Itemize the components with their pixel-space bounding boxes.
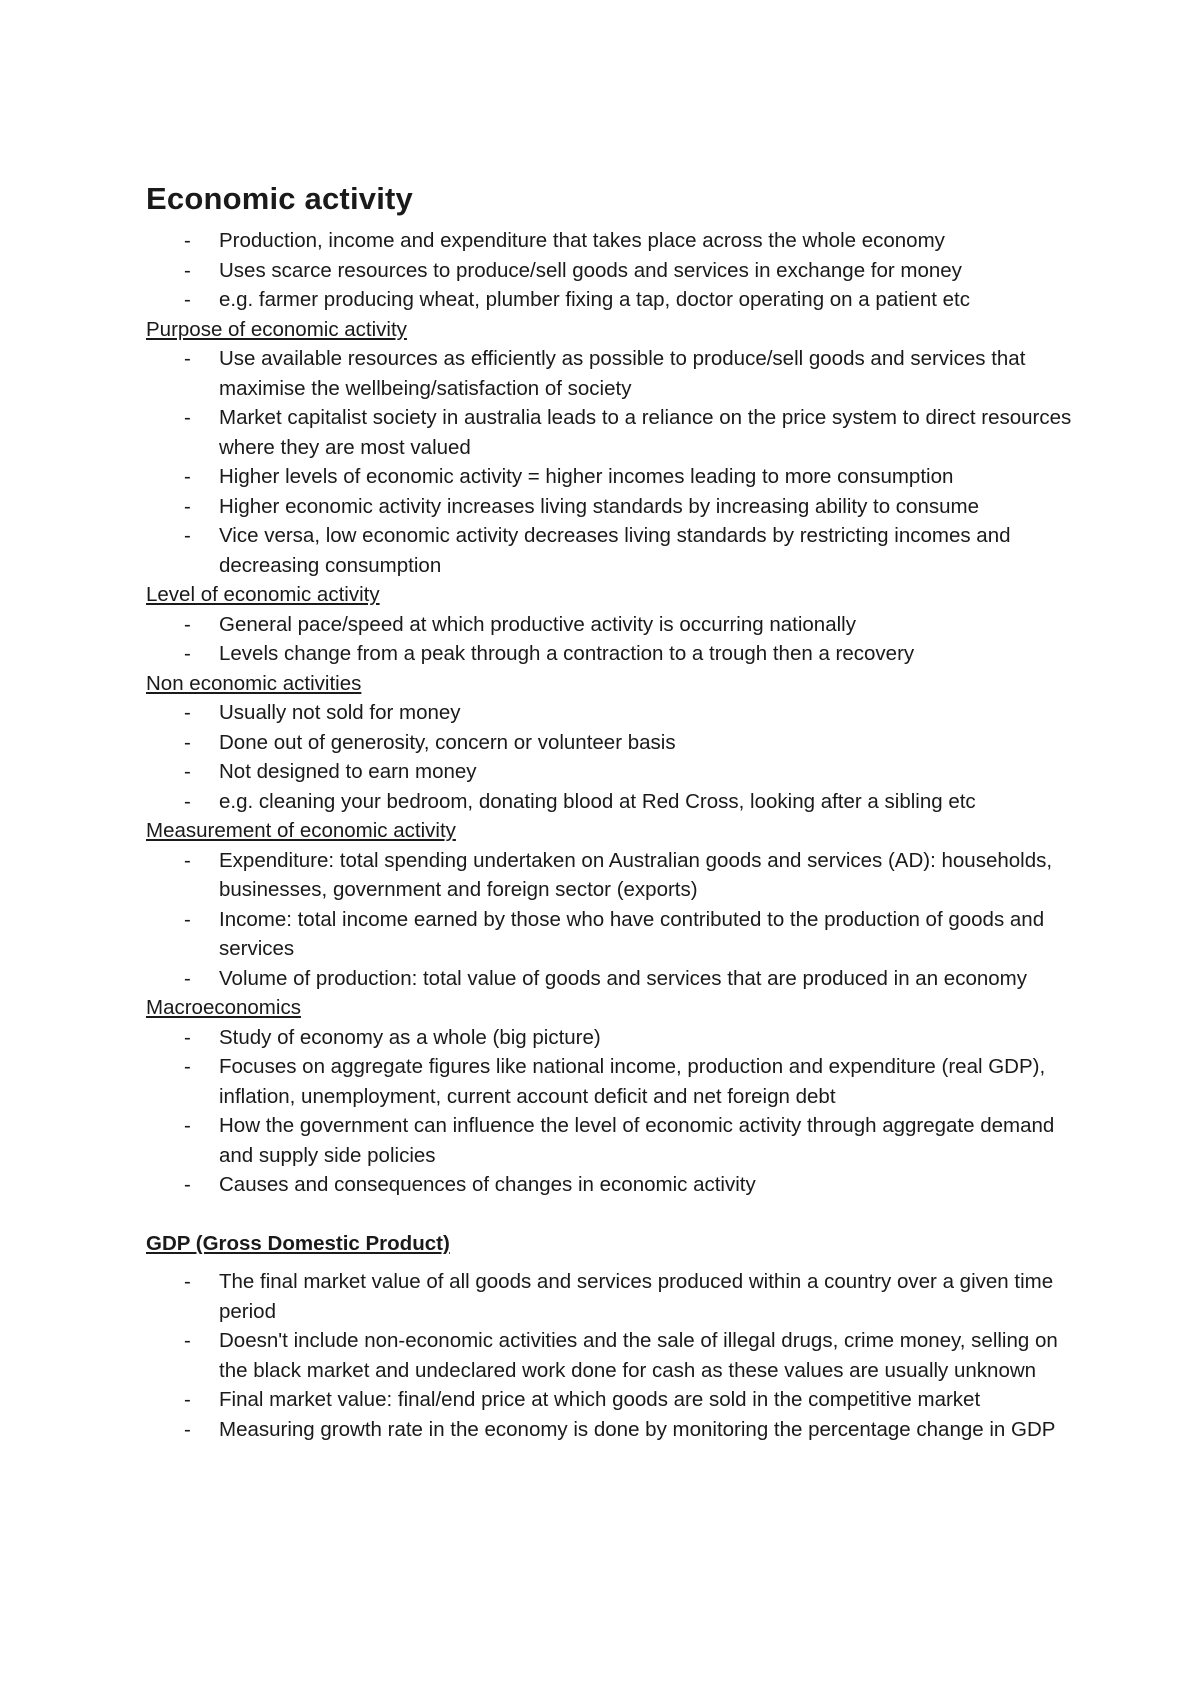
bullet-text: Levels change from a peak through a contraction to a trough then a recovery: [219, 642, 915, 665]
list-item: [146, 1385, 1086, 1415]
bullet-text: Done out of generosity, concern or volunteer basis: [219, 730, 676, 754]
bullet-text: Expenditure: total spending undertaken on Australian goods and services (AD): households, businesses, government and foreign sector (exports): [219, 848, 1053, 901]
bullet-dash: -: [184, 966, 191, 990]
bullet-text: Production, income and expenditure that takes place across the whole economy: [219, 229, 945, 252]
list-item: [146, 639, 1086, 669]
bullet-text: Study of economy as a whole (big picture): [219, 1025, 601, 1049]
bullet-text: e.g. cleaning your bedroom, donating blood at Red Cross, looking after a sibling etc: [219, 789, 976, 813]
section-gdp: [146, 1229, 1086, 1445]
bullet-dash: -: [184, 465, 191, 488]
list-item: [146, 757, 1086, 787]
bullet-text: Income: total income earned by those who have contributed to the production of goods and services: [219, 907, 1045, 960]
section-non-economic: [146, 669, 1086, 817]
list-item: [146, 1267, 1086, 1326]
list-item: [146, 1170, 1086, 1200]
intro-bullet-list: [146, 226, 1086, 315]
document-content: [146, 178, 1086, 1444]
list-item: [146, 787, 1086, 817]
document-title: Economic activity: [146, 181, 413, 216]
bullet-dash: -: [184, 347, 191, 370]
bullet-text: Usually not sold for money: [219, 701, 461, 724]
list-item: [146, 256, 1086, 286]
list-item: [146, 344, 1086, 403]
list-item: [146, 1111, 1086, 1170]
bullet-dash: -: [184, 642, 191, 665]
bullet-dash: -: [184, 258, 191, 282]
bullet-text: Causes and consequences of changes in economic activity: [219, 1173, 756, 1196]
bullet-dash: -: [184, 789, 191, 813]
bullet-dash: -: [184, 1270, 191, 1293]
section-bullet-list: [146, 344, 1086, 580]
bullet-text: The final market value of all goods and services produced within a country over a given time period: [219, 1270, 1054, 1323]
bullet-dash: -: [184, 1329, 191, 1352]
list-item: [146, 964, 1086, 994]
bullet-text: Measuring growth rate in the economy is done by monitoring the percentage change in GDP: [219, 1417, 1056, 1441]
bullet-dash: -: [184, 848, 191, 872]
bullet-dash: -: [184, 701, 191, 724]
bullet-text: e.g. farmer producing wheat, plumber fixing a tap, doctor operating on a patient etc: [219, 288, 970, 311]
gdp-bullet-list: [146, 1267, 1086, 1444]
bullet-text: Uses scarce resources to produce/sell goods and services in exchange for money: [219, 258, 962, 282]
bullet-dash: -: [184, 1417, 191, 1441]
bullet-dash: -: [184, 612, 191, 636]
bullet-text: Use available resources as efficiently as possible to produce/sell goods and services that maximise the wellbeing/satisfaction of society: [219, 347, 1026, 400]
section-bullet-list: [146, 698, 1086, 816]
list-item: [146, 521, 1086, 580]
section-bullet-list: [146, 610, 1086, 669]
bullet-dash: -: [184, 907, 191, 931]
bullet-dash: -: [184, 288, 191, 311]
gdp-heading: GDP (Gross Domestic Product): [146, 1231, 450, 1255]
bullet-text: Volume of production: total value of goods and services that are produced in an economy: [219, 966, 1027, 990]
bullet-text: Doesn't include non-economic activities and the sale of illegal drugs, crime money, selling on the black market and undeclared work done for cash as these values are usually unknown: [219, 1329, 1058, 1382]
list-item: [146, 492, 1086, 522]
list-item: [146, 846, 1086, 905]
list-item: [146, 1326, 1086, 1385]
bullet-text: How the government can influence the level of economic activity through aggregate demand and supply side policies: [219, 1114, 1055, 1167]
bullet-dash: -: [184, 760, 191, 783]
bullet-text: Higher levels of economic activity = higher incomes leading to more consumption: [219, 465, 954, 488]
section-macroeconomics: [146, 993, 1086, 1200]
section-measurement: [146, 816, 1086, 993]
section-heading: Measurement of economic activity: [146, 819, 456, 842]
bullet-dash: -: [184, 524, 191, 547]
section-bullet-list: [146, 1023, 1086, 1200]
section-bullet-list: [146, 846, 1086, 994]
list-item: [146, 905, 1086, 964]
bullet-dash: -: [184, 1388, 191, 1411]
section-heading: Non economic activities: [146, 671, 362, 695]
bullet-dash: -: [184, 494, 191, 518]
list-item: [146, 226, 1086, 256]
section-level: [146, 580, 1086, 669]
section-heading: Macroeconomics: [146, 996, 301, 1019]
section-purpose: [146, 315, 1086, 581]
bullet-text: Focuses on aggregate figures like national income, production and expenditure (real GDP), inflation, unemployment, current account deficit and net foreign debt: [219, 1055, 1046, 1108]
list-item: [146, 403, 1086, 462]
bullet-dash: -: [184, 1114, 191, 1137]
list-item: [146, 1023, 1086, 1053]
bullet-dash: -: [184, 406, 191, 429]
bullet-text: Market capitalist society in australia leads to a reliance on the price system to direct resources where they are most valued: [219, 406, 1072, 459]
section-spacer: [146, 1200, 1086, 1229]
section-heading: Purpose of economic activity: [146, 317, 407, 341]
list-item: [146, 610, 1086, 640]
list-item: [146, 1415, 1086, 1445]
bullet-dash: -: [184, 229, 191, 252]
list-item: [146, 728, 1086, 758]
bullet-text: Not designed to earn money: [219, 760, 477, 783]
bullet-text: Vice versa, low economic activity decreases living standards by restricting incomes and decreasing consumption: [219, 524, 1011, 577]
bullet-text: Final market value: final/end price at which goods are sold in the competitive market: [219, 1388, 981, 1411]
list-item: [146, 1052, 1086, 1111]
section-heading: Level of economic activity: [146, 583, 380, 606]
bullet-dash: -: [184, 1173, 191, 1196]
bullet-text: General pace/speed at which productive activity is occurring nationally: [219, 612, 856, 636]
bullet-text: Higher economic activity increases living standards by increasing ability to consume: [219, 494, 979, 518]
list-item: [146, 462, 1086, 492]
bullet-dash: -: [184, 1025, 191, 1049]
list-item: [146, 285, 1086, 315]
list-item: [146, 698, 1086, 728]
bullet-dash: -: [184, 1055, 191, 1078]
bullet-dash: -: [184, 730, 191, 754]
